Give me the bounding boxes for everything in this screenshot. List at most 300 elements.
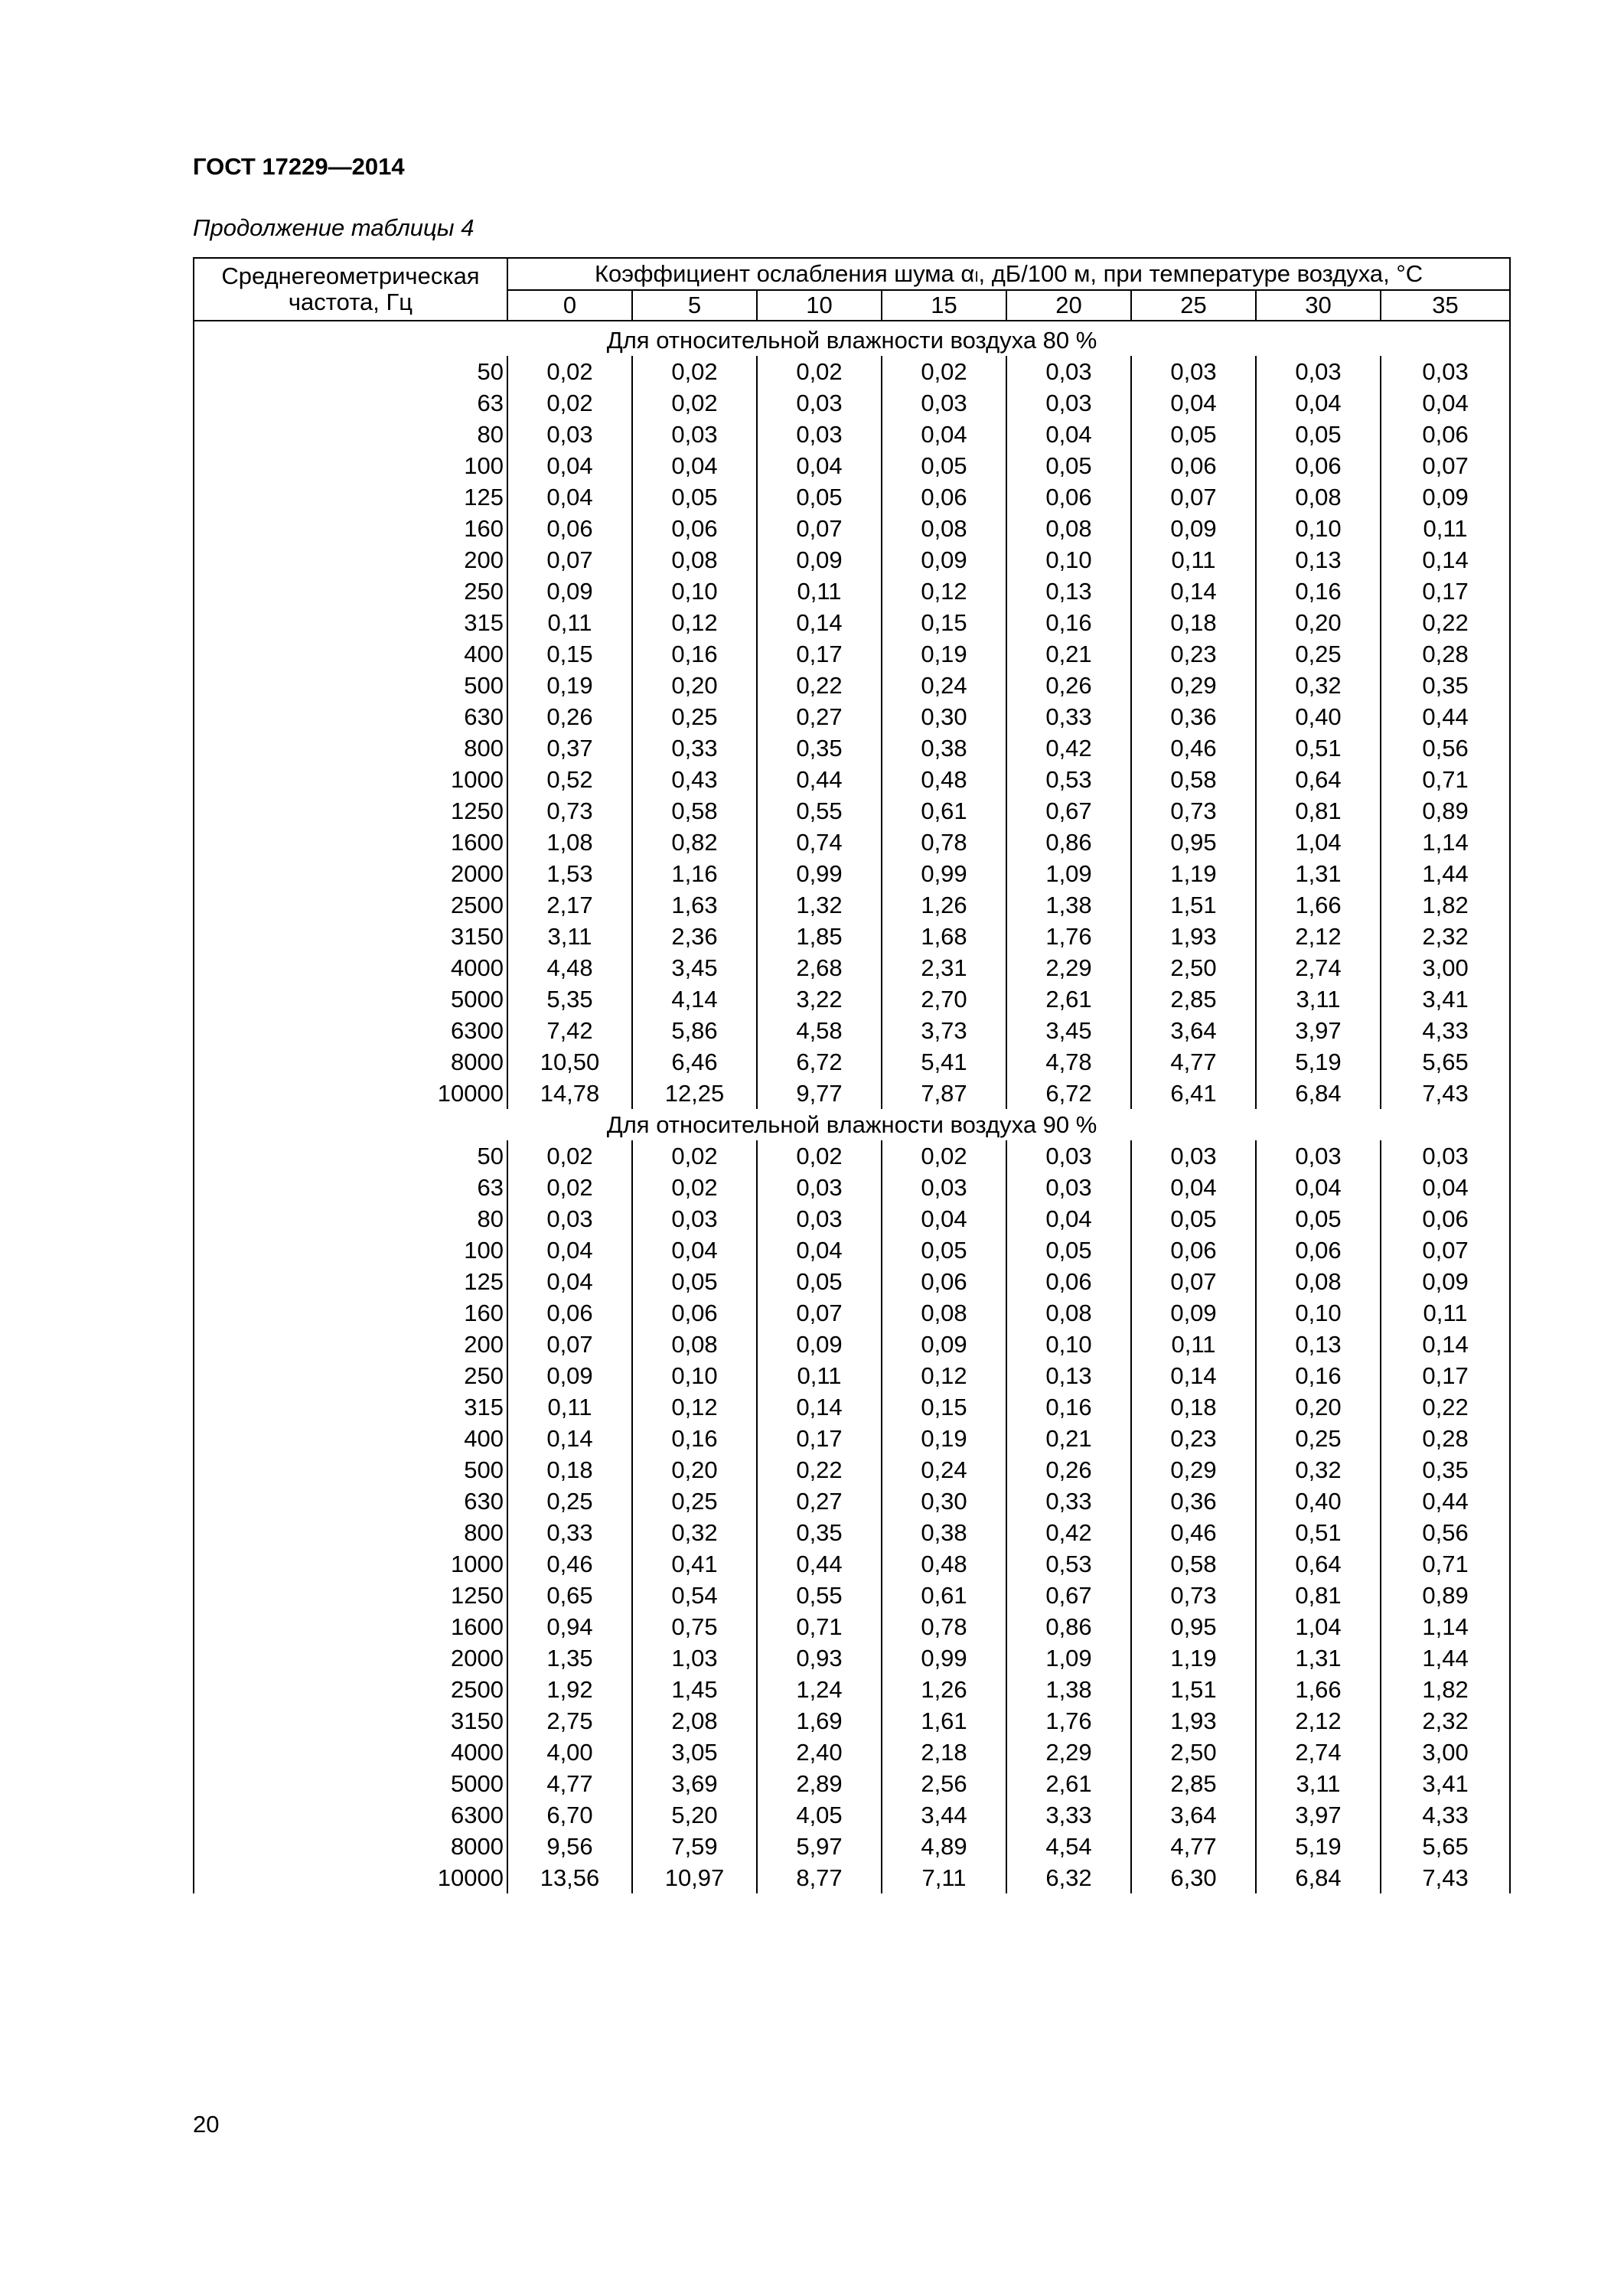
frequency-cell: 400 <box>194 638 507 670</box>
coefficient-cell: 0,06 <box>1256 1234 1381 1266</box>
coefficient-cell: 1,92 <box>507 1674 632 1705</box>
coefficient-cell: 3,00 <box>1381 952 1510 983</box>
frequency-cell: 2000 <box>194 1642 507 1674</box>
coefficient-cell: 0,74 <box>757 827 882 858</box>
coefficient-cell: 4,89 <box>882 1831 1006 1862</box>
coefficient-cell: 9,56 <box>507 1831 632 1862</box>
table-row <box>194 1799 1510 1831</box>
coefficient-cell: 0,09 <box>1381 1266 1510 1297</box>
coefficient-cell: 0,09 <box>507 576 632 607</box>
frequency-cell: 8000 <box>194 1831 507 1862</box>
frequency-cell: 8000 <box>194 1046 507 1078</box>
coefficient-cell: 1,16 <box>632 858 757 889</box>
coefficient-cell: 0,09 <box>757 1329 882 1360</box>
table-row <box>194 450 1510 481</box>
coefficient-cell: 0,02 <box>757 356 882 387</box>
coefficient-cell: 0,55 <box>757 1580 882 1611</box>
coefficient-cell: 0,06 <box>507 1297 632 1329</box>
coefficient-cell: 4,78 <box>1006 1046 1131 1078</box>
coefficient-cell: 3,97 <box>1256 1015 1381 1046</box>
coefficient-cell: 0,20 <box>632 670 757 701</box>
coefficient-cell: 4,48 <box>507 952 632 983</box>
coefficient-cell: 5,19 <box>1256 1831 1381 1862</box>
coefficient-cell: 1,44 <box>1381 1642 1510 1674</box>
coefficient-cell: 0,06 <box>1256 450 1381 481</box>
coefficient-cell: 2,70 <box>882 983 1006 1015</box>
coefficient-cell: 0,42 <box>1006 1517 1131 1548</box>
coefficient-cell: 4,05 <box>757 1799 882 1831</box>
frequency-cell: 50 <box>194 356 507 387</box>
coefficient-cell: 0,28 <box>1381 1423 1510 1454</box>
coefficient-cell: 0,07 <box>1381 1234 1510 1266</box>
coefficient-cell: 0,02 <box>507 387 632 419</box>
coefficient-cell: 0,24 <box>882 670 1006 701</box>
section-title: Для относительной влажности воздуха 90 % <box>194 1109 1510 1140</box>
table-row <box>194 921 1510 952</box>
coefficient-cell: 0,12 <box>882 1360 1006 1391</box>
coefficient-cell: 0,46 <box>507 1548 632 1580</box>
coefficient-cell: 0,03 <box>757 387 882 419</box>
coefficient-cell: 13,56 <box>507 1862 632 1893</box>
table-row <box>194 1580 1510 1611</box>
coefficient-cell: 0,14 <box>1131 1360 1256 1391</box>
frequency-cell: 1600 <box>194 1611 507 1642</box>
coefficient-cell: 0,51 <box>1256 1517 1381 1548</box>
coefficient-cell: 0,26 <box>1006 670 1131 701</box>
frequency-cell: 50 <box>194 1140 507 1172</box>
frequency-cell: 315 <box>194 1391 507 1423</box>
coefficient-cell: 0,04 <box>507 450 632 481</box>
coefficient-cell: 0,05 <box>1131 1203 1256 1234</box>
coefficient-cell: 0,55 <box>757 795 882 827</box>
frequency-cell: 2500 <box>194 889 507 921</box>
frequency-cell: 80 <box>194 419 507 450</box>
coefficient-cell: 2,68 <box>757 952 882 983</box>
coefficient-cell: 0,03 <box>1006 1172 1131 1203</box>
coefficient-cell: 0,37 <box>507 732 632 764</box>
coefficient-cell: 8,77 <box>757 1862 882 1893</box>
coefficient-cell: 7,11 <box>882 1862 1006 1893</box>
coefficient-cell: 0,21 <box>1006 1423 1131 1454</box>
coefficient-cell: 0,99 <box>882 858 1006 889</box>
coefficient-cell: 4,33 <box>1381 1015 1510 1046</box>
coefficient-cell: 6,30 <box>1131 1862 1256 1893</box>
frequency-cell: 400 <box>194 1423 507 1454</box>
table-row <box>194 1234 1510 1266</box>
coefficient-cell: 3,64 <box>1131 1015 1256 1046</box>
coefficient-cell: 0,67 <box>1006 795 1131 827</box>
coefficient-cell: 0,17 <box>1381 576 1510 607</box>
coefficient-cell: 0,09 <box>1381 481 1510 513</box>
coefficient-cell: 0,08 <box>632 1329 757 1360</box>
coefficient-cell: 0,03 <box>632 419 757 450</box>
coefficient-cell: 0,02 <box>632 356 757 387</box>
frequency-cell: 63 <box>194 1172 507 1203</box>
coefficient-cell: 0,33 <box>1006 1486 1131 1517</box>
coefficient-cell: 0,08 <box>1256 481 1381 513</box>
coefficient-cell: 0,19 <box>882 1423 1006 1454</box>
coefficient-cell: 2,50 <box>1131 952 1256 983</box>
section-title-row <box>194 1109 1510 1140</box>
coefficient-cell: 0,16 <box>1006 1391 1131 1423</box>
coefficient-cell: 0,53 <box>1006 1548 1131 1580</box>
coefficient-cell: 1,93 <box>1131 921 1256 952</box>
coefficient-cell: 2,50 <box>1131 1737 1256 1768</box>
frequency-cell: 1600 <box>194 827 507 858</box>
table-row <box>194 795 1510 827</box>
frequency-cell: 5000 <box>194 1768 507 1799</box>
coefficient-cell: 0,58 <box>1131 1548 1256 1580</box>
frequency-cell: 63 <box>194 387 507 419</box>
coefficient-cell: 1,08 <box>507 827 632 858</box>
coefficient-cell: 0,06 <box>1006 481 1131 513</box>
coefficient-cell: 0,11 <box>1131 1329 1256 1360</box>
coefficient-cell: 0,09 <box>882 1329 1006 1360</box>
coefficient-cell: 0,13 <box>1006 576 1131 607</box>
coefficient-cell: 2,56 <box>882 1768 1006 1799</box>
coefficient-cell: 0,04 <box>507 1234 632 1266</box>
coefficient-cell: 0,19 <box>882 638 1006 670</box>
coefficient-cell: 0,11 <box>757 576 882 607</box>
coefficient-cell: 0,04 <box>507 1266 632 1297</box>
coefficient-cell: 1,93 <box>1131 1705 1256 1737</box>
coefficient-cell: 0,04 <box>1131 1172 1256 1203</box>
frequency-cell: 160 <box>194 513 507 544</box>
coefficient-cell: 3,45 <box>632 952 757 983</box>
coefficient-cell: 0,36 <box>1131 701 1256 732</box>
frequency-column-header: Среднегеометрическая частота, Гц <box>194 258 507 321</box>
coefficient-cell: 1,31 <box>1256 858 1381 889</box>
table-row <box>194 1172 1510 1203</box>
coefficient-cell: 0,14 <box>757 1391 882 1423</box>
table-row <box>194 356 1510 387</box>
coefficient-cell: 0,02 <box>507 1172 632 1203</box>
section-title: Для относительной влажности воздуха 80 % <box>194 325 1510 356</box>
frequency-cell: 4000 <box>194 952 507 983</box>
coefficient-cell: 0,06 <box>1006 1266 1131 1297</box>
coefficient-cell: 1,38 <box>1006 1674 1131 1705</box>
temperature-header-cell: 5 <box>632 290 757 321</box>
coefficient-cell: 0,95 <box>1131 827 1256 858</box>
temperature-header-cell: 15 <box>882 290 1006 321</box>
coefficient-cell: 1,04 <box>1256 1611 1381 1642</box>
coefficient-cell: 0,35 <box>757 732 882 764</box>
coefficient-cell: 3,05 <box>632 1737 757 1768</box>
coefficient-cell: 0,06 <box>1381 419 1510 450</box>
coefficient-cell: 1,04 <box>1256 827 1381 858</box>
coefficient-cell: 1,31 <box>1256 1642 1381 1674</box>
coefficient-cell: 1,85 <box>757 921 882 952</box>
table-row <box>194 983 1510 1015</box>
table-row <box>194 1674 1510 1705</box>
coefficient-cell: 3,45 <box>1006 1015 1131 1046</box>
coefficient-cell: 2,32 <box>1381 1705 1510 1737</box>
coefficient-cell: 6,41 <box>1131 1078 1256 1109</box>
coefficient-cell: 0,86 <box>1006 827 1131 858</box>
coefficient-cell: 0,44 <box>757 1548 882 1580</box>
coefficient-cell: 0,32 <box>1256 1454 1381 1486</box>
coefficient-cell: 0,56 <box>1381 732 1510 764</box>
coefficient-cell: 1,32 <box>757 889 882 921</box>
coefficient-cell: 2,29 <box>1006 1737 1131 1768</box>
coefficient-cell: 1,19 <box>1131 858 1256 889</box>
coefficient-cell: 0,05 <box>882 450 1006 481</box>
frequency-cell: 5000 <box>194 983 507 1015</box>
coefficient-cell: 0,15 <box>507 638 632 670</box>
coefficient-cell: 4,58 <box>757 1015 882 1046</box>
coefficient-cell: 0,11 <box>757 1360 882 1391</box>
coefficient-cell: 0,17 <box>757 1423 882 1454</box>
coefficient-cell: 0,33 <box>632 732 757 764</box>
coefficient-cell: 0,06 <box>1131 1234 1256 1266</box>
coefficient-cell: 2,12 <box>1256 1705 1381 1737</box>
coefficient-cell: 3,44 <box>882 1799 1006 1831</box>
coefficient-cell: 5,35 <box>507 983 632 1015</box>
frequency-cell: 500 <box>194 1454 507 1486</box>
coefficient-cell: 3,41 <box>1381 1768 1510 1799</box>
coefficient-cell: 0,09 <box>507 1360 632 1391</box>
coefficient-cell: 0,03 <box>507 419 632 450</box>
coefficient-cell: 0,11 <box>1381 1297 1510 1329</box>
coefficient-column-header: Коэффициент ослабления шума αₗ, дБ/100 м, при температуре воздуха, °С <box>507 258 1510 290</box>
coefficient-cell: 0,02 <box>757 1140 882 1172</box>
coefficient-cell: 0,22 <box>757 1454 882 1486</box>
coefficient-cell: 0,82 <box>632 827 757 858</box>
coefficient-cell: 0,29 <box>1131 1454 1256 1486</box>
coefficient-cell: 14,78 <box>507 1078 632 1109</box>
coefficient-cell: 0,51 <box>1256 732 1381 764</box>
table-row <box>194 419 1510 450</box>
table-row <box>194 1611 1510 1642</box>
frequency-cell: 800 <box>194 1517 507 1548</box>
coefficient-cell: 0,54 <box>632 1580 757 1611</box>
table-row <box>194 1831 1510 1862</box>
coefficient-cell: 0,73 <box>507 795 632 827</box>
coefficient-cell: 3,11 <box>1256 983 1381 1015</box>
coefficient-cell: 0,11 <box>1131 544 1256 576</box>
table-row <box>194 889 1510 921</box>
coefficient-cell: 0,04 <box>1381 1172 1510 1203</box>
coefficient-cell: 0,20 <box>632 1454 757 1486</box>
coefficient-cell: 3,73 <box>882 1015 1006 1046</box>
coefficient-cell: 2,74 <box>1256 1737 1381 1768</box>
coefficient-cell: 1,19 <box>1131 1642 1256 1674</box>
coefficient-cell: 2,75 <box>507 1705 632 1737</box>
coefficient-cell: 2,12 <box>1256 921 1381 952</box>
coefficient-cell: 1,82 <box>1381 889 1510 921</box>
coefficient-cell: 1,09 <box>1006 1642 1131 1674</box>
frequency-cell: 100 <box>194 450 507 481</box>
coefficient-cell: 0,48 <box>882 1548 1006 1580</box>
coefficient-cell: 0,38 <box>882 732 1006 764</box>
coefficient-cell: 0,04 <box>1256 387 1381 419</box>
coefficient-cell: 4,33 <box>1381 1799 1510 1831</box>
coefficient-cell: 0,95 <box>1131 1611 1256 1642</box>
coefficient-cell: 2,08 <box>632 1705 757 1737</box>
table-row <box>194 1140 1510 1172</box>
coefficient-cell: 1,66 <box>1256 889 1381 921</box>
coefficient-cell: 7,43 <box>1381 1078 1510 1109</box>
coefficient-cell: 0,32 <box>1256 670 1381 701</box>
table-row <box>194 1768 1510 1799</box>
coefficient-cell: 0,05 <box>1256 1203 1381 1234</box>
coefficient-cell: 0,02 <box>632 387 757 419</box>
coefficient-cell: 0,04 <box>757 1234 882 1266</box>
coefficient-cell: 5,97 <box>757 1831 882 1862</box>
coefficient-cell: 12,25 <box>632 1078 757 1109</box>
coefficient-cell: 2,89 <box>757 1768 882 1799</box>
coefficient-cell: 0,27 <box>757 1486 882 1517</box>
coefficient-cell: 0,25 <box>632 1486 757 1517</box>
coefficient-cell: 0,09 <box>1131 513 1256 544</box>
temperature-header-cell: 25 <box>1131 290 1256 321</box>
coefficient-cell: 0,04 <box>757 450 882 481</box>
coefficient-cell: 1,45 <box>632 1674 757 1705</box>
coefficient-cell: 0,06 <box>632 513 757 544</box>
coefficient-cell: 0,05 <box>757 1266 882 1297</box>
frequency-cell: 6300 <box>194 1799 507 1831</box>
frequency-cell: 500 <box>194 670 507 701</box>
coefficient-cell: 2,32 <box>1381 921 1510 952</box>
coefficient-cell: 5,65 <box>1381 1831 1510 1862</box>
coefficient-cell: 1,24 <box>757 1674 882 1705</box>
coefficient-cell: 1,82 <box>1381 1674 1510 1705</box>
coefficient-cell: 0,17 <box>757 638 882 670</box>
coefficient-cell: 0,12 <box>632 607 757 638</box>
coefficient-cell: 6,72 <box>757 1046 882 1078</box>
coefficient-cell: 0,75 <box>632 1611 757 1642</box>
coefficient-cell: 1,14 <box>1381 1611 1510 1642</box>
coefficient-cell: 0,10 <box>632 1360 757 1391</box>
coefficient-cell: 0,02 <box>632 1140 757 1172</box>
coefficient-cell: 0,30 <box>882 1486 1006 1517</box>
coefficient-cell: 0,05 <box>1256 419 1381 450</box>
coefficient-cell: 0,14 <box>1381 544 1510 576</box>
coefficient-cell: 0,04 <box>1381 387 1510 419</box>
coefficient-cell: 0,24 <box>882 1454 1006 1486</box>
coefficient-cell: 3,41 <box>1381 983 1510 1015</box>
frequency-cell: 250 <box>194 576 507 607</box>
table-row <box>194 701 1510 732</box>
coefficient-cell: 0,03 <box>1006 356 1131 387</box>
coefficient-cell: 0,36 <box>1131 1486 1256 1517</box>
coefficient-cell: 6,72 <box>1006 1078 1131 1109</box>
coefficient-cell: 0,65 <box>507 1580 632 1611</box>
coefficient-cell: 0,05 <box>882 1234 1006 1266</box>
coefficient-cell: 4,77 <box>1131 1046 1256 1078</box>
coefficient-cell: 0,43 <box>632 764 757 795</box>
coefficient-cell: 0,03 <box>757 1172 882 1203</box>
coefficient-cell: 0,03 <box>882 387 1006 419</box>
table-row <box>194 732 1510 764</box>
coefficient-cell: 0,61 <box>882 1580 1006 1611</box>
coefficient-cell: 1,26 <box>882 1674 1006 1705</box>
coefficient-cell: 7,59 <box>632 1831 757 1862</box>
frequency-cell: 1000 <box>194 1548 507 1580</box>
table-row <box>194 827 1510 858</box>
coefficient-cell: 0,04 <box>507 481 632 513</box>
coefficient-cell: 0,07 <box>507 1329 632 1360</box>
coefficient-cell: 3,11 <box>1256 1768 1381 1799</box>
coefficient-cell: 0,78 <box>882 827 1006 858</box>
frequency-cell: 6300 <box>194 1015 507 1046</box>
frequency-cell: 1250 <box>194 1580 507 1611</box>
coefficient-cell: 0,14 <box>1131 576 1256 607</box>
coefficient-cell: 0,04 <box>882 419 1006 450</box>
coefficient-cell: 0,13 <box>1006 1360 1131 1391</box>
coefficient-cell: 0,30 <box>882 701 1006 732</box>
coefficient-cell: 0,64 <box>1256 1548 1381 1580</box>
coefficient-cell: 3,64 <box>1131 1799 1256 1831</box>
coefficient-cell: 1,61 <box>882 1705 1006 1737</box>
table-row <box>194 1423 1510 1454</box>
coefficient-cell: 1,76 <box>1006 921 1131 952</box>
coefficient-cell: 0,22 <box>1381 1391 1510 1423</box>
coefficient-cell: 0,10 <box>1006 1329 1131 1360</box>
coefficient-cell: 10,50 <box>507 1046 632 1078</box>
coefficient-cell: 9,77 <box>757 1078 882 1109</box>
coefficient-cell: 1,68 <box>882 921 1006 952</box>
temperature-header-cell: 35 <box>1381 290 1510 321</box>
coefficient-cell: 0,99 <box>882 1642 1006 1674</box>
coefficient-cell: 0,40 <box>1256 1486 1381 1517</box>
coefficient-cell: 1,14 <box>1381 827 1510 858</box>
coefficient-cell: 0,03 <box>757 419 882 450</box>
coefficient-cell: 0,35 <box>1381 1454 1510 1486</box>
coefficient-cell: 0,71 <box>1381 764 1510 795</box>
coefficient-cell: 0,16 <box>1256 576 1381 607</box>
coefficient-cell: 0,03 <box>882 1172 1006 1203</box>
table-row <box>194 1078 1510 1109</box>
coefficient-cell: 0,25 <box>1256 1423 1381 1454</box>
coefficient-cell: 0,03 <box>507 1203 632 1234</box>
frequency-cell: 125 <box>194 481 507 513</box>
coefficient-cell: 0,05 <box>1131 419 1256 450</box>
coefficient-cell: 0,03 <box>1131 356 1256 387</box>
coefficient-cell: 0,26 <box>507 701 632 732</box>
coefficient-cell: 0,13 <box>1256 1329 1381 1360</box>
table-row <box>194 576 1510 607</box>
coefficient-cell: 0,67 <box>1006 1580 1131 1611</box>
coefficient-cell: 0,03 <box>1381 356 1510 387</box>
coefficient-cell: 0,03 <box>757 1203 882 1234</box>
table-row <box>194 1015 1510 1046</box>
coefficient-cell: 3,97 <box>1256 1799 1381 1831</box>
coefficient-cell: 0,10 <box>1256 1297 1381 1329</box>
table-row <box>194 1329 1510 1360</box>
coefficient-cell: 5,86 <box>632 1015 757 1046</box>
frequency-cell: 1250 <box>194 795 507 827</box>
coefficient-cell: 0,40 <box>1256 701 1381 732</box>
coefficient-cell: 1,09 <box>1006 858 1131 889</box>
table-row <box>194 1297 1510 1329</box>
coefficient-cell: 0,56 <box>1381 1517 1510 1548</box>
coefficient-cell: 0,16 <box>632 638 757 670</box>
coefficient-cell: 2,18 <box>882 1737 1006 1768</box>
coefficient-cell: 4,54 <box>1006 1831 1131 1862</box>
coefficient-cell: 2,17 <box>507 889 632 921</box>
coefficient-cell: 2,31 <box>882 952 1006 983</box>
coefficient-cell: 0,04 <box>1006 419 1131 450</box>
coefficient-cell: 0,44 <box>1381 701 1510 732</box>
coefficient-cell: 4,14 <box>632 983 757 1015</box>
coefficient-cell: 0,07 <box>507 544 632 576</box>
coefficient-cell: 0,38 <box>882 1517 1006 1548</box>
frequency-cell: 250 <box>194 1360 507 1391</box>
frequency-cell: 80 <box>194 1203 507 1234</box>
coefficient-cell: 0,44 <box>757 764 882 795</box>
coefficient-cell: 0,14 <box>757 607 882 638</box>
